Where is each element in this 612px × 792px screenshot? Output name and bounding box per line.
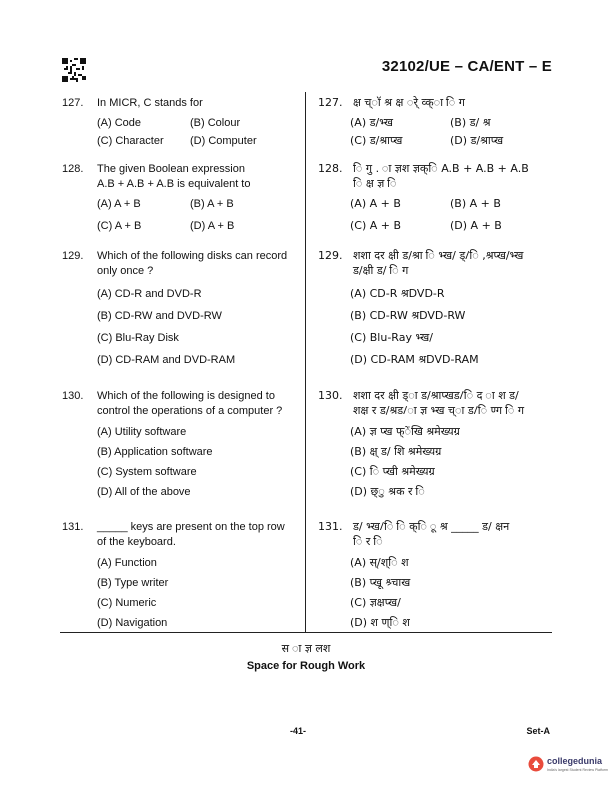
option-127-en-b: (B) Colour [190, 117, 241, 129]
option-130-en-b: (B) Application software [97, 446, 213, 458]
boolean-expression-en: A.B + A.B + A.B is equivalent to [97, 178, 251, 190]
logo-wordmark: collegedunia [547, 756, 603, 766]
logo-tagline: India's largest Student Review Platform [547, 768, 608, 772]
option-128-en-a: (A) A + B [97, 198, 141, 210]
collegedunia-logo [528, 753, 608, 783]
question-128-en: 128. The given Boolean expression A.B + A.B + A.B is equivalent to [62, 163, 251, 190]
option-130-en-c: (C) System software [97, 466, 197, 478]
question-131-en: 131. _____ keys are present on the top row of the keyboard. [62, 521, 285, 548]
option-129-en-c: (C) Blu-Ray Disk [97, 332, 179, 344]
page-number: -41- [290, 726, 307, 736]
question-127-en: 127. In MICR, C stands for [62, 97, 203, 109]
option-130-en-d: (D) All of the above [97, 486, 191, 498]
question-128-hi: 128. ि गु . ा ज्ञश ज्ञक्ि A.B + A.B + A.B ि क्ष ज्ञ ि [318, 162, 529, 190]
column-divider [305, 92, 306, 632]
option-128-en-c: (C) A + B [97, 220, 142, 232]
option-129-hi-d: (D) CD-RAM श्रDVD-RAM [350, 353, 479, 366]
logo-mark-icon [528, 756, 544, 772]
paper-code: 32102/UE – CA/ENT – E [381, 58, 552, 75]
question-129-hi: 129. शशा दर क्षी ड/श्रा ि भ्ख/ ड्/ि ,श्रप्ख/भ्ख ड/क्षी ड/ ि ग [318, 249, 524, 277]
option-127-hi-c: (C) ड/श्राप्ख [350, 134, 403, 147]
option-127-en-a: (A) Code [97, 117, 142, 129]
section-divider [60, 632, 552, 633]
question-129-en: 129. Which of the following disks can record only once ? [62, 250, 288, 277]
option-130-hi-d: (D) छ्ु श्रक र ि [350, 485, 425, 498]
option-130-hi-c: (C) ि प्खी श्रमेख्यग्र [350, 465, 435, 478]
option-131-hi-c: (C) ज्ञक्षप्ख/ [350, 596, 401, 609]
option-127-en-c: (C) Character [97, 135, 164, 147]
option-128-en-d: (D) A + B [190, 220, 235, 232]
option-127-hi-b: (B) ड/ श्र [450, 116, 491, 129]
option-129-hi-a: (A) CD-R श्रDVD-R [350, 287, 445, 300]
option-131-en-d: (D) Navigation [97, 617, 168, 629]
option-131-en-a: (A) Function [97, 557, 157, 569]
option-129-en-a: (A) CD-R and DVD-R [97, 288, 202, 300]
option-128-hi-c: (C) A + B [350, 219, 402, 232]
option-128-en-b: (B) A + B [190, 198, 234, 210]
rough-work-heading: Space for Rough Work [246, 660, 366, 672]
option-130-hi-a: (A) ज्ञ प्ख फ्ेंखि श्रमेख्यग्र [350, 425, 460, 438]
option-128-hi-a: (A) A + B [350, 197, 401, 210]
rough-work-heading-hi: स ा ज्ञ लश [281, 642, 331, 655]
qr-code [62, 58, 86, 82]
option-131-hi-a: (A) स्/श्ि श [350, 556, 409, 569]
set-label: Set-A [526, 726, 550, 736]
option-128-hi-b: (B) A + B [450, 197, 501, 210]
option-130-hi-b: (B) क्ष् ड/ शि श्रमेख्यग्र [350, 445, 442, 458]
option-130-en-a: (A) Utility software [97, 426, 187, 438]
question-127-hi: 127. क्ष च्ॉ श्र क्ष र्े व्क्ा ि ग [318, 96, 465, 109]
option-131-hi-b: (B) प्खू श्र्चाख [350, 576, 411, 589]
question-130-hi: 130. शशा दर क्षी ड्ा ड/श्राप्खड/ि द ा श ड/ शक्ष र ड/श्रड/ा ज्ञ भ्ख च्ा ड/ि ण्ग ि ग [318, 389, 525, 417]
question-131-hi: 131. ड/ भ्ख/ि ि क्ि ू श्र _____ ड/ क्षन ि र ि [318, 520, 510, 548]
option-129-hi-c: (C) Blu-Ray भ्ख/ [350, 331, 433, 344]
option-128-hi-d: (D) A + B [450, 219, 502, 232]
question-130-en: 130. Which of the following is designed to control the operations of a computer ? [62, 390, 283, 417]
option-129-hi-b: (B) CD-RW श्रDVD-RW [350, 309, 466, 322]
option-129-en-d: (D) CD-RAM and DVD-RAM [97, 354, 236, 366]
option-129-en-b: (B) CD-RW and DVD-RW [97, 310, 222, 322]
option-127-hi-d: (D) ड/श्राप्ख [450, 134, 504, 147]
option-131-hi-d: (D) श ण्ि श [350, 616, 410, 629]
option-127-hi-a: (A) ड/भ्ख [350, 116, 394, 129]
option-131-en-b: (B) Type writer [97, 577, 169, 589]
option-127-en-d: (D) Computer [190, 135, 257, 147]
option-131-en-c: (C) Numeric [97, 597, 157, 609]
